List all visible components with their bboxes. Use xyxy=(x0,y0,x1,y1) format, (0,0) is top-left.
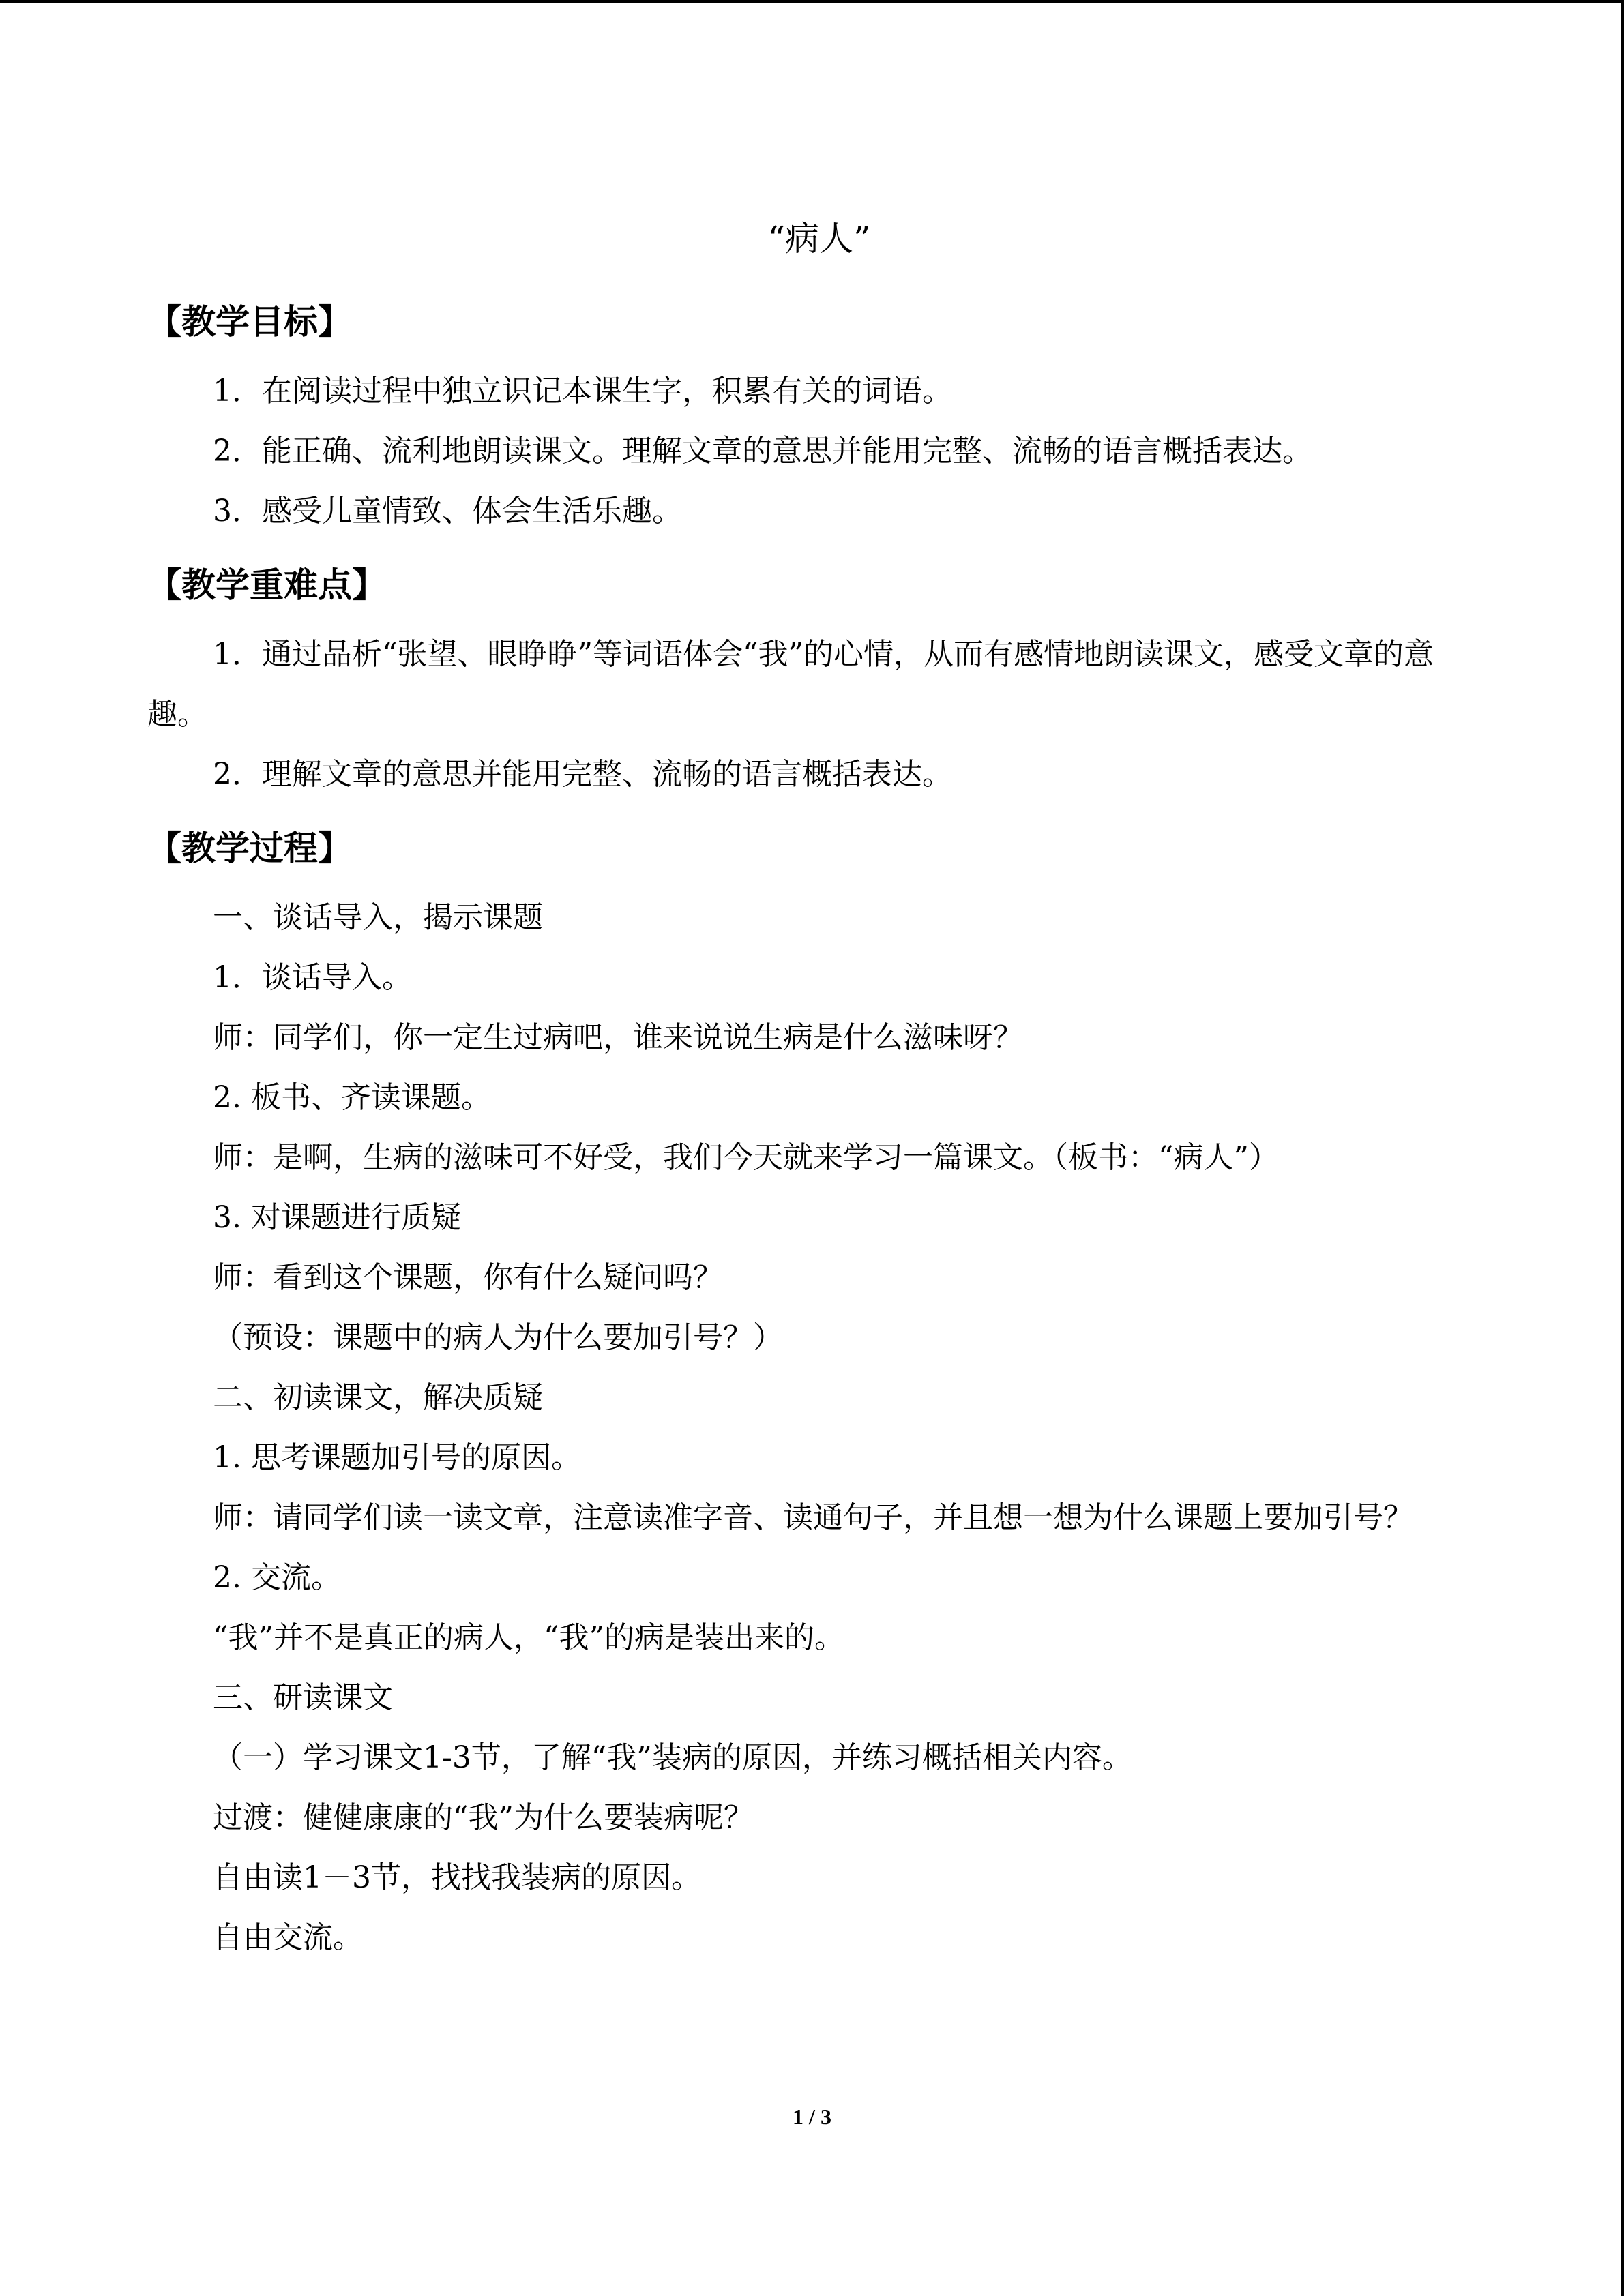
paragraph: 师：同学们，你一定生过病吧，谁来说说生病是什么滋味呀？ xyxy=(213,1020,1023,1055)
page-border-top xyxy=(0,0,1624,3)
section-heading: 【教学过程】 xyxy=(147,829,352,868)
paragraph: 师：看到这个课题，你有什么疑问吗？ xyxy=(213,1260,723,1295)
document-title: “病人” xyxy=(767,219,871,258)
paragraph: 2. 交流。 xyxy=(213,1560,341,1595)
section-teaching-process xyxy=(147,814,1477,1968)
paragraph: 2. 板书、齐读课题。 xyxy=(213,1080,491,1115)
paragraph: 1．在阅读过程中独立识记本课生字，积累有关的词语。 xyxy=(213,374,952,408)
section-teaching-goals xyxy=(147,288,1477,541)
paragraph: 1. 思考课题加引号的原因。 xyxy=(213,1440,581,1475)
section-key-difficulties xyxy=(147,551,1477,805)
paragraph: （一）学习课文1-3节，了解“我”装病的原因，并练习概括相关内容。 xyxy=(213,1740,1132,1775)
paragraph: 自由交流。 xyxy=(213,1920,363,1955)
paragraph: （预设：课题中的病人为什么要加引号？） xyxy=(213,1320,783,1355)
document-body xyxy=(147,205,1477,1968)
paragraph: 3. 对课题进行质疑 xyxy=(213,1200,461,1235)
paragraph: 1．通过品析“张望、眼睁睁”等词语体会“我”的心情，从而有感情地朗读课文，感受文章的意趣。 xyxy=(147,637,1434,732)
paragraph: 一、谈话导入，揭示课题 xyxy=(213,900,543,935)
paragraph: 师：请同学们读一读文章，注意读准字音、读通句子，并且想一想为什么课题上要加引号？ xyxy=(213,1500,1413,1535)
paragraph: 过渡：健健康康的“我”为什么要装病呢？ xyxy=(213,1800,754,1835)
paragraph: 3．感受儿童情致、体会生活乐趣。 xyxy=(213,494,682,528)
paragraph: 师：是啊，生病的滋味可不好受，我们今天就来学习一篇课文。（板书：“病人”） xyxy=(213,1140,1279,1175)
paragraph: 二、初读课文，解决质疑 xyxy=(213,1380,543,1415)
page-number: 1 / 3 xyxy=(793,2104,831,2129)
paragraph: 2．能正确、流利地朗读课文。理解文章的意思并能用完整、流畅的语言概括表达。 xyxy=(213,434,1312,468)
paragraph: “我”并不是真正的病人，“我”的病是装出来的。 xyxy=(213,1620,844,1655)
paragraph: 2．理解文章的意思并能用完整、流畅的语言概括表达。 xyxy=(213,757,952,792)
paragraph: 三、研读课文 xyxy=(213,1680,393,1715)
paragraph: 1．谈话导入。 xyxy=(213,960,412,995)
section-heading: 【教学重难点】 xyxy=(147,565,386,605)
page-border-right xyxy=(1621,0,1624,2296)
section-heading: 【教学目标】 xyxy=(147,302,352,342)
paragraph: 自由读1－3节，找找我装病的原因。 xyxy=(213,1860,701,1895)
